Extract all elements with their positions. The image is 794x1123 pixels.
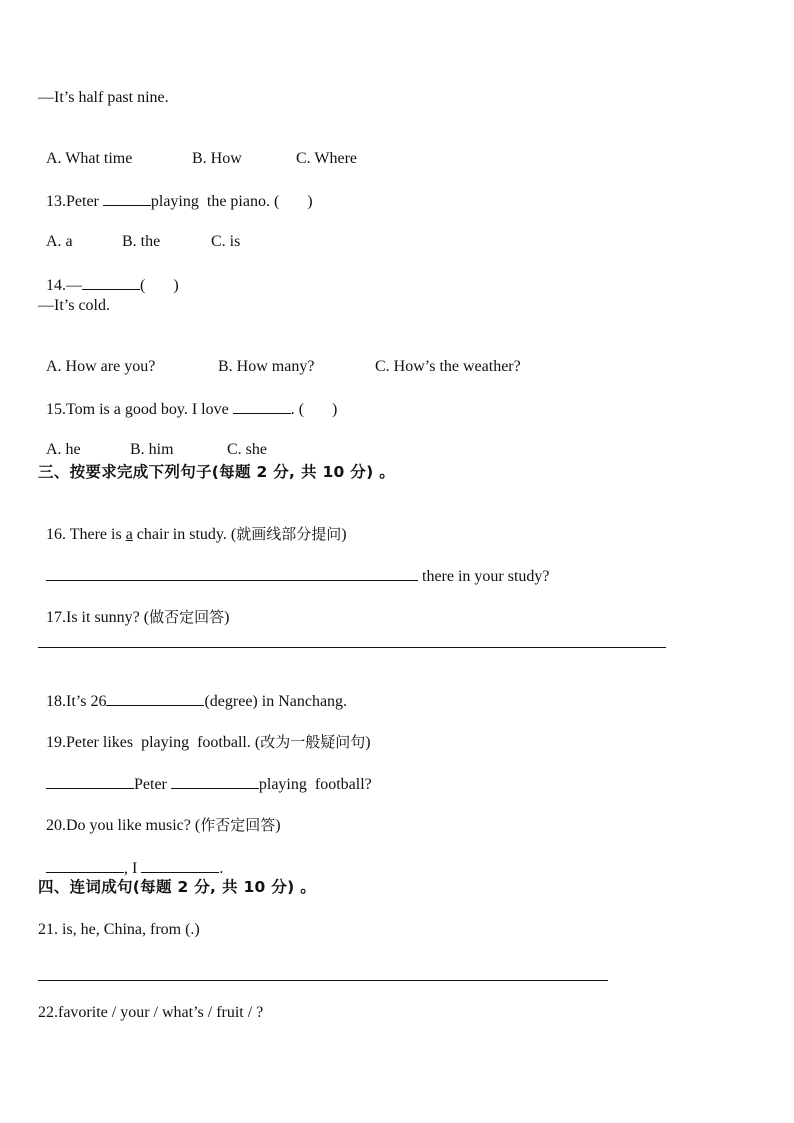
q17-question <box>38 587 229 628</box>
q19-blank-2[interactable] <box>171 774 259 789</box>
q14-answer-line: —It’s cold. <box>38 297 110 314</box>
q18-text-post: (degree) in Nanchang. <box>204 693 348 710</box>
q19-question <box>38 712 371 753</box>
q15-options <box>38 420 267 460</box>
q22-question: 22.favorite / your / what’s / fruit / ? <box>38 1004 264 1021</box>
q15-text-pre: 15.Tom is a good boy. I love <box>46 401 233 418</box>
q19-answer-line <box>38 754 372 795</box>
q14-question <box>38 255 179 296</box>
q20-question <box>38 795 281 836</box>
q20-blank-1[interactable] <box>46 858 124 873</box>
q14-blank[interactable] <box>82 275 140 290</box>
q12-option-a[interactable]: A. What time <box>46 150 133 167</box>
q13-option-a[interactable]: A. a <box>46 233 73 250</box>
q14-options <box>38 337 521 377</box>
q16-hint: 就画线部分提问 <box>236 525 342 543</box>
q21-question: 21. is, he, China, from (.) <box>38 921 200 938</box>
q17-text: 17.Is it sunny? ( <box>46 609 150 626</box>
q14-option-b[interactable]: B. How many? <box>218 358 315 375</box>
q13-options <box>38 212 240 252</box>
q13-text-post: playing the piano. ( ) <box>150 193 313 210</box>
q12-option-c[interactable]: C. Where <box>296 150 358 167</box>
q15-blank[interactable] <box>233 399 291 414</box>
q17-close: ) <box>224 609 230 626</box>
q16-answer-tail: there in your study? <box>418 568 550 585</box>
q19-close: ) <box>365 734 371 751</box>
q20-answer-line <box>38 838 223 879</box>
q18-text-pre: 18.It’s 26 <box>46 693 107 710</box>
q15-question <box>38 379 337 420</box>
section3-heading: 三、按要求完成下列句子(每题 2 分, 共 10 分) 。 <box>38 463 395 481</box>
q16-close: ) <box>341 526 347 543</box>
q12-option-b[interactable]: B. How <box>192 150 242 167</box>
q15-option-c[interactable]: C. she <box>227 441 267 458</box>
q19-blank-1[interactable] <box>46 774 134 789</box>
q16-answer-line <box>38 546 550 587</box>
q16-text-pre: 16. There is <box>46 526 126 543</box>
q21-answer-rule[interactable] <box>38 980 608 981</box>
q16-answer-blank[interactable] <box>46 566 418 581</box>
q15-option-b[interactable]: B. him <box>130 441 174 458</box>
q14-text-pre: 14.— <box>46 277 82 294</box>
q13-text-pre: 13.Peter <box>46 193 103 210</box>
q16-question <box>38 504 347 545</box>
q13-blank[interactable] <box>103 191 151 206</box>
q17-hint: 做否定回答 <box>149 608 225 626</box>
q13-option-c[interactable]: C. is <box>211 233 241 250</box>
q19-mid: Peter <box>134 776 171 793</box>
q20-hint: 作否定回答 <box>200 816 276 834</box>
q17-answer-rule[interactable] <box>38 647 666 648</box>
q18-blank[interactable] <box>106 691 204 706</box>
q14-text-post: ( ) <box>140 277 179 294</box>
q16-underlined-word: a <box>125 526 133 543</box>
q14-option-c[interactable]: C. How’s the weather? <box>375 358 521 375</box>
q20-tail: . <box>219 860 224 877</box>
q12-answer-line: —It’s half past nine. <box>38 89 169 106</box>
q14-option-a[interactable]: A. How are you? <box>46 358 156 375</box>
q13-option-b[interactable]: B. the <box>122 233 161 250</box>
q20-close: ) <box>275 817 281 834</box>
q15-text-post: . ( ) <box>290 401 338 418</box>
q19-hint: 改为一般疑问句 <box>260 733 366 751</box>
q12-options <box>38 129 357 169</box>
q19-tail: playing football? <box>258 776 372 793</box>
q20-text: 20.Do you like music? ( <box>46 817 201 834</box>
section4-heading: 四、连词成句(每题 2 分, 共 10 分) 。 <box>38 878 316 896</box>
q20-mid: , I <box>124 860 142 877</box>
q20-blank-2[interactable] <box>141 858 219 873</box>
q15-option-a[interactable]: A. he <box>46 441 81 458</box>
q13-question <box>38 171 313 212</box>
q19-text: 19.Peter likes playing football. ( <box>46 734 261 751</box>
q16-text-post: chair in study. ( <box>132 526 237 543</box>
q18-question <box>38 671 347 712</box>
